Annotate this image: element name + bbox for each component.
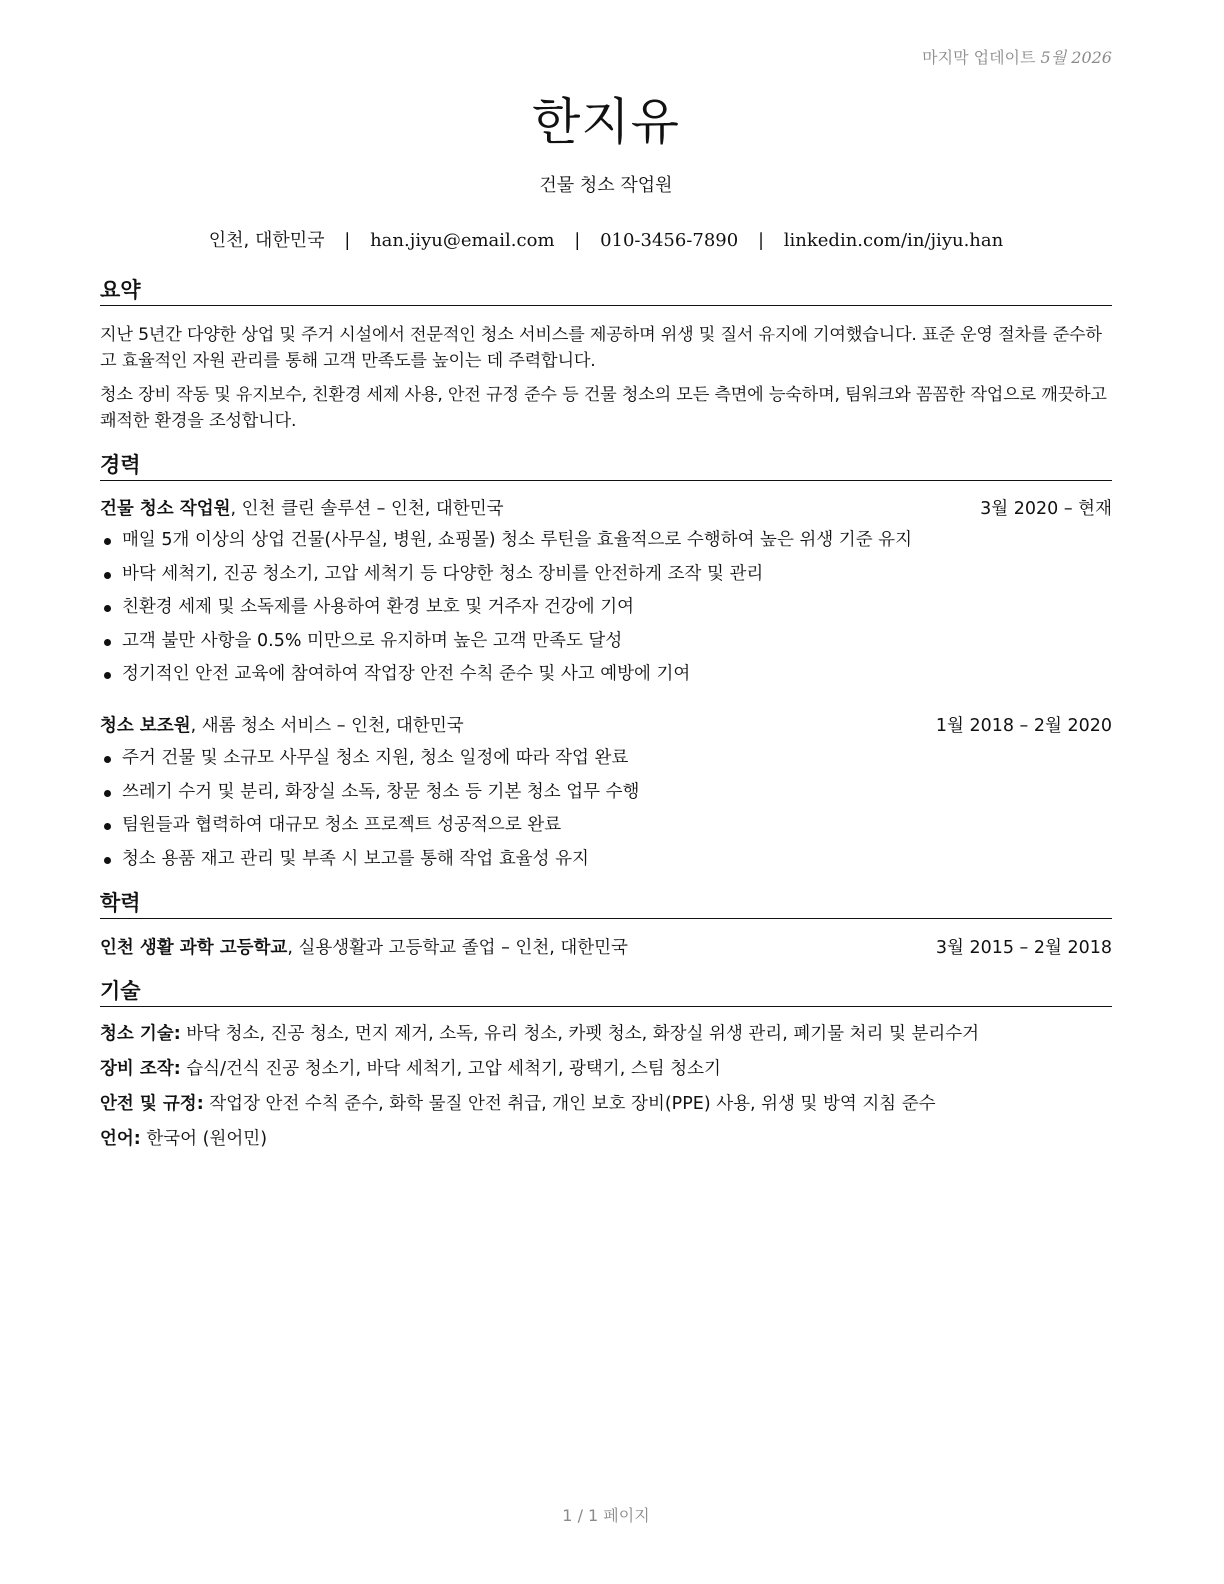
education-dates: 3월 2015 – 2월 2018 xyxy=(935,938,1112,958)
skill-value: 바닥 청소, 진공 청소, 먼지 제거, 소독, 유리 청소, 카펫 청소, 화장실 위생 관리, 폐기물 처리 및 분리수거 xyxy=(180,1024,980,1044)
list-item: 고객 불만 사항을 0.5% 미만으로 유지하며 높은 고객 만족도 달성 xyxy=(100,629,1112,663)
summary-paragraph: 청소 장비 작동 및 유지보수, 친환경 세제 사용, 안전 규정 준수 등 건물 청소의 모든 측면에 능숙하며, 팀워크와 꼼꼼한 작업으로 깨끗하고 쾌적한 환경을 조성합니다. xyxy=(100,385,1107,431)
skill-label: 언어: xyxy=(100,1129,141,1149)
contact-linkedin[interactable]: linkedin.com/in/jiyu.han xyxy=(783,230,1004,251)
skill-row xyxy=(100,1127,1112,1151)
job-bullets xyxy=(100,746,1112,880)
list-item: 팀원들과 협력하여 대규모 청소 프로젝트 성공적으로 완료 xyxy=(100,813,1112,847)
resume-page xyxy=(100,0,1112,1584)
page-indicator: 1 / 1 페이지 xyxy=(562,1506,650,1525)
section-heading-summary: 요약 xyxy=(100,277,1112,306)
section-heading-education: 학력 xyxy=(100,890,1112,919)
job-role: 건물 청소 작업원 xyxy=(100,499,231,519)
skill-value: 습식/건식 진공 청소기, 바닥 세척기, 고압 세척기, 광택기, 스팀 청소기 xyxy=(180,1059,721,1079)
contact-separator: | xyxy=(344,230,351,251)
section-heading-skills: 기술 xyxy=(100,978,1112,1007)
section-heading-experience: 경력 xyxy=(100,452,1112,481)
job-org: , 인천 클린 솔루션 – 인천, 대한민국 xyxy=(230,499,504,519)
job-dates: 1월 2018 – 2월 2020 xyxy=(935,716,1112,736)
education-detail: , 실용생활과 고등학교 졸업 – 인천, 대한민국 xyxy=(287,938,628,958)
skill-value: 작업장 안전 수칙 준수, 화학 물질 안전 취급, 개인 보호 장비(PPE) 사용, 위생 및 방역 지침 준수 xyxy=(203,1094,936,1114)
job-title: 건물 청소 작업원 xyxy=(539,175,673,196)
contact-phone: 010-3456-7890 xyxy=(600,230,739,251)
contact-email[interactable]: han.jiyu@email.com xyxy=(370,230,555,251)
last-updated xyxy=(922,45,1112,68)
skill-label: 청소 기술: xyxy=(100,1024,181,1044)
skill-row xyxy=(100,1092,1112,1116)
last-updated-label: 마지막 업데이트 xyxy=(922,48,1036,67)
job-bullets xyxy=(100,528,1112,696)
contact-location: 인천, 대한민국 xyxy=(208,230,325,251)
skill-row xyxy=(100,1057,1112,1081)
contact-separator: | xyxy=(574,230,581,251)
job-org: , 새롬 청소 서비스 – 인천, 대한민국 xyxy=(190,716,464,736)
skill-row xyxy=(100,1022,1112,1046)
list-item: 친환경 세제 및 소독제를 사용하여 환경 보호 및 거주자 건강에 기여 xyxy=(100,595,1112,629)
school-name: 인천 생활 과학 고등학교 xyxy=(100,938,288,958)
skill-label: 안전 및 규정: xyxy=(100,1094,204,1114)
list-item: 정기적인 안전 교육에 참여하여 작업장 안전 수칙 준수 및 사고 예방에 기여 xyxy=(100,662,1112,696)
skill-label: 장비 조작: xyxy=(100,1059,181,1079)
summary-paragraph: 지난 5년간 다양한 상업 및 주거 시설에서 전문적인 청소 서비스를 제공하며 위생 및 질서 유지에 기여했습니다. 표준 운영 절차를 준수하고 효율적인 자원 관리를 통해 고객 만족도를 높이는 데 주력합니다. xyxy=(100,325,1102,371)
list-item: 청소 용품 재고 관리 및 부족 시 보고를 통해 작업 효율성 유지 xyxy=(100,847,1112,881)
education-entry xyxy=(100,936,1112,960)
job-dates: 3월 2020 – 현재 xyxy=(980,499,1112,519)
contact-line xyxy=(100,226,1112,252)
job-header xyxy=(100,497,1112,521)
list-item: 바닥 세척기, 진공 청소기, 고압 세척기 등 다양한 청소 장비를 안전하게 조작 및 관리 xyxy=(100,562,1112,596)
skill-value: 한국어 (원어민) xyxy=(140,1129,268,1149)
job-header xyxy=(100,714,1112,738)
list-item: 쓰레기 수거 및 분리, 화장실 소독, 창문 청소 등 기본 청소 업무 수행 xyxy=(100,780,1112,814)
list-item: 매일 5개 이상의 상업 건물(사무실, 병원, 쇼핑몰) 청소 루틴을 효율적으로 수행하여 높은 위생 기준 유지 xyxy=(100,528,1112,562)
last-updated-date: 5월 2026 xyxy=(1040,48,1112,67)
candidate-name: 한지유 xyxy=(532,93,680,151)
contact-separator: | xyxy=(757,230,765,251)
list-item: 주거 건물 및 소규모 사무실 청소 지원, 청소 일정에 따라 작업 완료 xyxy=(100,746,1112,780)
job-role: 청소 보조원 xyxy=(100,716,191,736)
